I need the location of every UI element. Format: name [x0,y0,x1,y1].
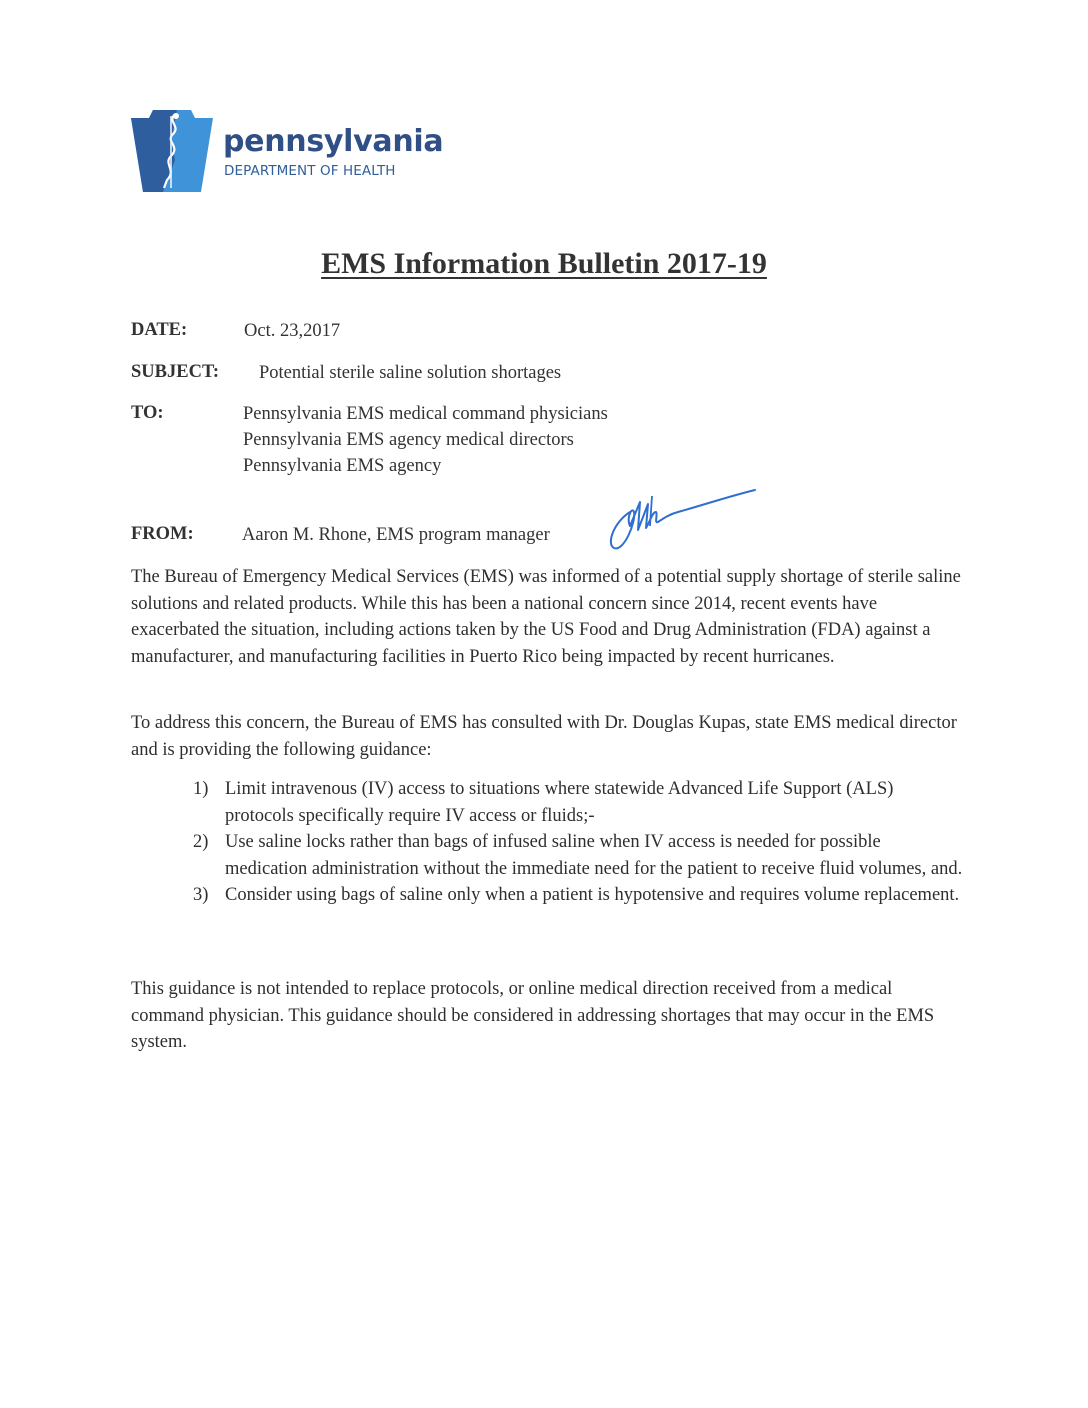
recipient: Pennsylvania EMS agency [243,456,442,476]
paragraph-disclaimer: This guidance is not intended to replace protocols, or online medical direction received from a medical command physician. This guidance should be considered in addressing shortages that may occur in the EMS system. [131,979,935,1052]
guidance-number: 2) [193,832,209,852]
subject-label: SUBJECT: [131,362,220,382]
from-value: Aaron M. Rhone, EMS program manager [242,525,550,545]
recipient: Pennsylvania EMS medical command physicians [243,404,608,424]
guidance-number: 1) [193,779,209,799]
guidance-item [193,882,963,909]
date-value: Oct. 23,2017 [244,321,341,341]
from-label: FROM: [131,524,194,544]
signature-icon [600,482,760,552]
bulletin-title: EMS Information Bulletin 2017-19 [321,247,767,280]
to-label: TO: [131,403,164,423]
guidance-item [193,776,963,829]
logo-department: DEPARTMENT OF HEALTH [224,163,396,179]
to-recipients [243,401,608,479]
keystone-caduceus-icon [131,110,213,192]
logo-wordmark: pennsylvania [223,124,444,159]
paragraph-intro: The Bureau of Emergency Medical Services (EMS) was informed of a potential supply shortage of sterile saline solutions and related products. While this has been a national concern since 2014, recent events have exacerbated the situation, including actions taken by the US Food and Drug Administration (FDA) against a manufacturer, and manufacturing facilities in Puerto Rico being impacted by recent hurricanes. [131,567,961,667]
guidance-number: 3) [193,885,209,905]
date-label: DATE: [131,320,188,340]
recipient: Pennsylvania EMS agency medical directors [243,430,574,450]
pa-health-logo [131,110,461,192]
guidance-list [193,776,963,909]
guidance-item [193,829,963,882]
guidance-text: Limit intravenous (IV) access to situations where statewide Advanced Life Support (ALS) protocols specifically require IV access or fluids;- [225,779,894,826]
paragraph-guidance-intro: To address this concern, the Bureau of EMS has consulted with Dr. Douglas Kupas, state EMS medical director and is providing the following guidance: [131,713,957,760]
subject-value: Potential sterile saline solution shortages [259,363,562,383]
guidance-text: Use saline locks rather than bags of infused saline when IV access is needed for possible medication administration without the immediate need for the patient to receive fluid volumes, and. [225,832,963,879]
guidance-text: Consider using bags of saline only when a patient is hypotensive and requires volume replacement. [225,885,960,905]
